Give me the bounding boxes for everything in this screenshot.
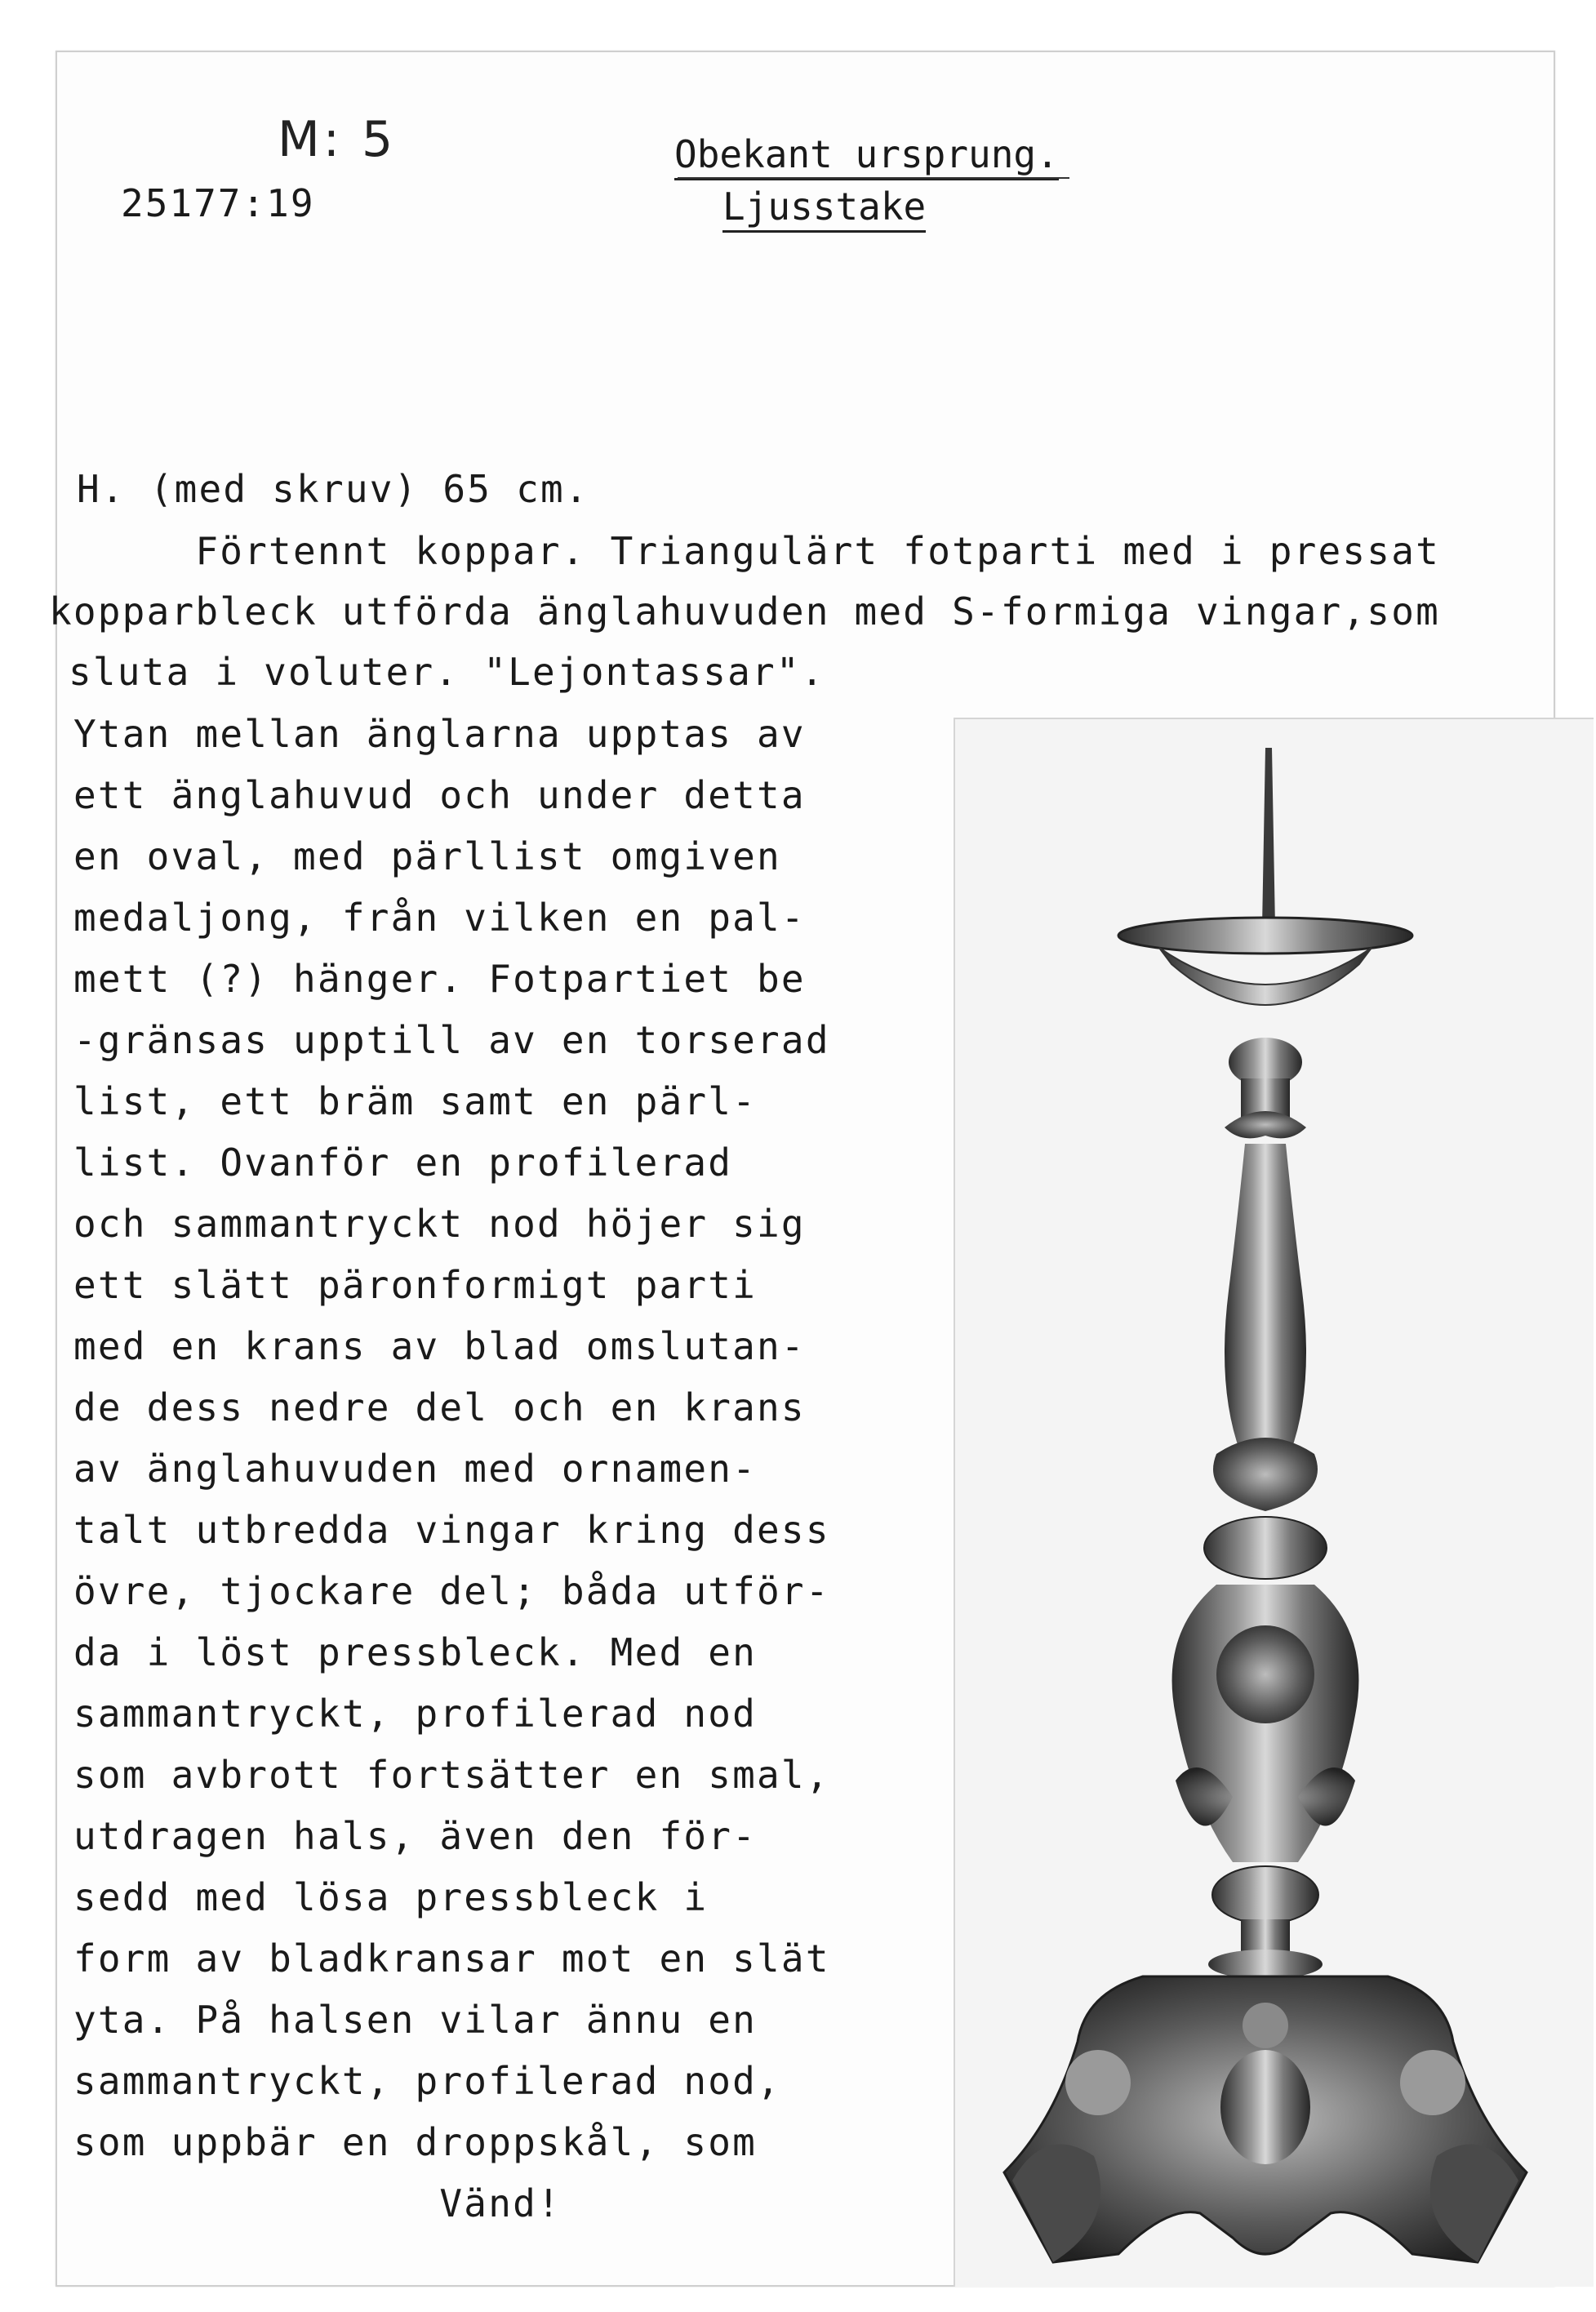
text-line: medaljong, från vilken en pal- [73,896,806,940]
text-line: en oval, med pärllist omgiven [73,834,781,878]
text-line: Ytan mellan änglarna upptas av [73,712,806,756]
text-line: de dess nedre del och en krans [73,1385,806,1429]
catalog-card [49,51,1555,2287]
text-line: och sammantryckt nod höjer sig [73,1202,806,1246]
text-line: sedd med lösa pressbleck i [73,1875,709,1919]
heading-object: Ljusstake [722,185,926,233]
heading-origin: Obekant ursprung. [674,132,1059,180]
text-line: av änglahuvuden med ornamen- [73,1447,758,1491]
text-line: ett slätt päronformigt parti [73,1263,758,1307]
handwritten-mark: M: 5 [278,111,397,168]
text-line: da i löst pressbleck. Med en [73,1630,758,1674]
text-line: utdragen hals, även den för- [73,1814,758,1858]
candlestick-illustration [955,719,1594,2287]
text-line: Förtennt koppar. Triangulärt fotparti med i pressat [49,529,1440,573]
text-line: Vänd! [73,2181,562,2225]
text-line: form av bladkransar mot en slät [73,1936,830,1981]
text-line: ett änglahuvud och under detta [73,773,806,817]
text-line: sammantryckt, profilerad nod [73,1692,758,1736]
text-line: list. Ovanför en profilerad [73,1140,733,1185]
text-line: yta. På halsen vilar ännu en [73,1998,758,2042]
text-line: kopparbleck utförda änglahuvuden med S-formiga vingar,som [49,589,1440,634]
text-line: H. (med skruv) 65 cm. [77,467,589,511]
candlestick-photo [954,718,1594,2287]
text-line: -gränsas upptill av en torserad [73,1018,830,1062]
text-line: mett (?) hänger. Fotpartiet be [73,957,806,1001]
divider [678,177,1069,179]
text-line: talt utbredda vingar kring dess [73,1508,830,1552]
text-line: sammantryckt, profilerad nod, [73,2059,781,2103]
text-line: sluta i voluter. "Lejontassar". [69,650,825,694]
text-line: med en krans av blad omslutan- [73,1324,806,1368]
text-line: list, ett bräm samt en pärl- [73,1079,758,1123]
text-line: som uppbär en droppskål, som [73,2120,758,2164]
accession-number: 25177:19 [121,181,315,225]
text-line: som avbrott fortsätter en smal, [73,1753,830,1797]
text-line: övre, tjockare del; båda utför- [73,1569,830,1613]
